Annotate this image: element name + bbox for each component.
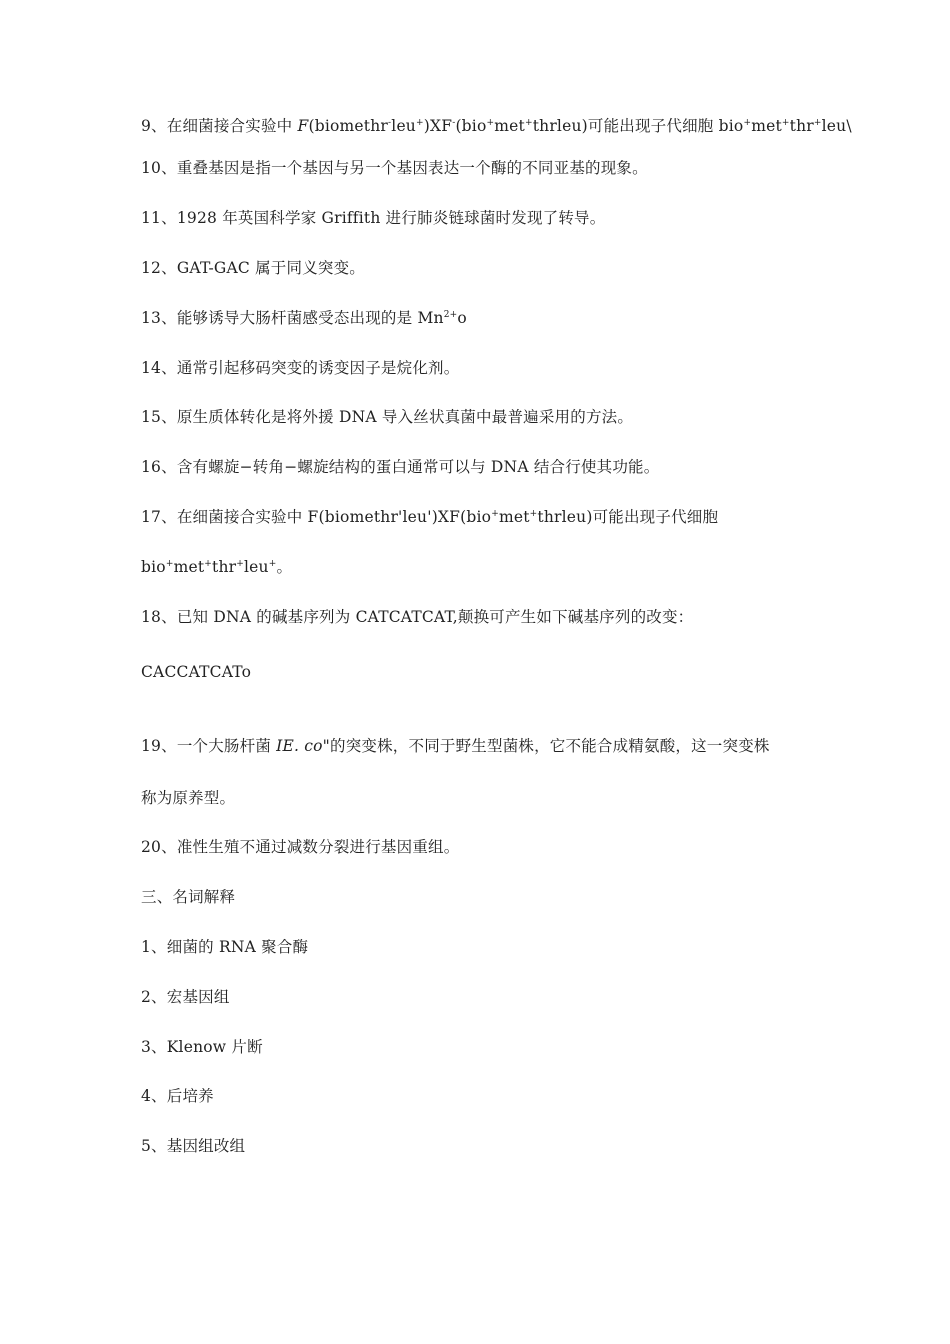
section-3-title: 三、名词解释	[141, 888, 236, 906]
question-10: 10、重叠基因是指一个基因与另一个基因表达一个酶的不同亚基的现象。	[141, 159, 648, 177]
question-17-line-1: 17、在细菌接合实验中 F(biomethr'leu')XF(bio+met+thrleu)可能出现子代细胞	[141, 508, 719, 526]
question-11: 11、1928 年英国科学家 Griffith 进行肺炎链球菌时发现了转导。	[141, 209, 606, 227]
question-19-line-2: 称为原养型。	[141, 789, 236, 807]
question-17-line-2: bio+met+thr+leu+。	[141, 558, 293, 576]
term-3: 3、Klenow 片断	[141, 1038, 263, 1056]
term-5: 5、基因组改组	[141, 1137, 246, 1155]
question-12: 12、GAT-GAC 属于同义突变。	[141, 259, 365, 277]
question-19-line-1: 19、一个大肠杆菌 IE. co"的突变株，不同于野生型菌株，它不能合成精氨酸，这一突变株	[141, 737, 770, 755]
question-18-line-1: 18、已知 DNA 的碱基序列为 CATCATCAT,颠换可产生如下碱基序列的改变：	[141, 608, 694, 626]
question-15: 15、原生质体转化是将外援 DNA 导入丝状真菌中最普遍采用的方法。	[141, 408, 634, 426]
term-2: 2、宏基因组	[141, 988, 230, 1006]
term-1: 1、细菌的 RNA 聚合酶	[141, 938, 309, 956]
term-4: 4、后培养	[141, 1087, 214, 1105]
question-9: 9、在细菌接合实验中 F(biomethr-leu+)XF-(bio+met+thrleu)可能出现子代细胞 bio+met+thr+leu\	[141, 117, 852, 135]
question-16: 16、含有螺旋−转角−螺旋结构的蛋白通常可以与 DNA 结合行使其功能。	[141, 458, 660, 476]
question-20: 20、准性生殖不通过减数分裂进行基因重组。	[141, 838, 460, 856]
question-18-line-2: CACCATCATo	[141, 663, 252, 681]
question-13: 13、能够诱导大肠杆菌感受态出现的是 $Mn^{2+}o$	[141, 309, 467, 327]
question-14: 14、通常引起移码突变的诱变因子是烷化剂。	[141, 359, 460, 377]
